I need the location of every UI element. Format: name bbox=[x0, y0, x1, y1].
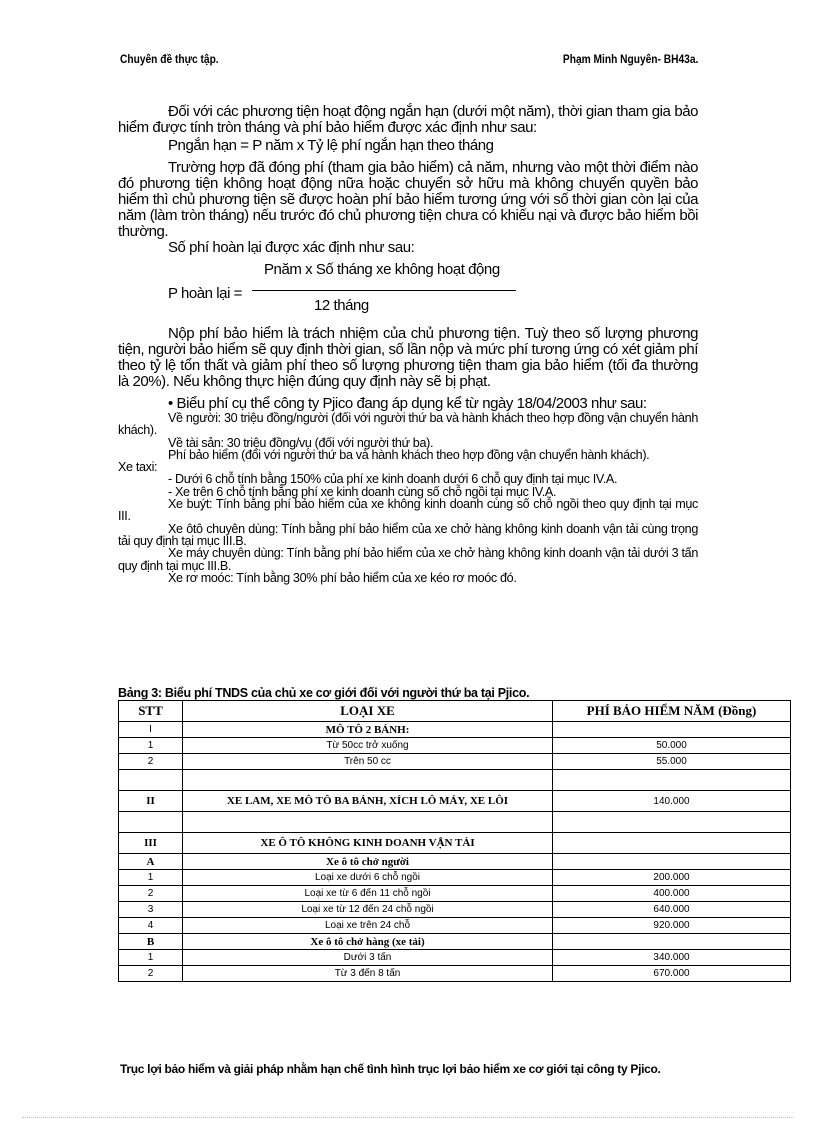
paragraph-refund: Trường hợp đã đóng phí (tham gia bảo hiểm) cả năm, nhưng vào một thời điểm nào đó phương tiện không hoạt động nữa hoặc chuyển sở hữu mà không chuyển quyền bảo hiểm thì chủ phương tiện sẽ được hoàn phí bảo hiểm tương ứng với số thời gian còn lại của năm (làm tròn tháng) nếu trước đó chủ phương tiện chưa có khiếu nại và được bảo hiểm bồi thường. bbox=[118, 159, 698, 240]
row-type: Trên 50 cc bbox=[183, 754, 553, 770]
row-type: Dưới 3 tấn bbox=[183, 950, 553, 966]
row-stt: 1 bbox=[119, 950, 183, 966]
row-stt: I bbox=[119, 722, 183, 738]
row-type: Từ 50cc trở xuống bbox=[183, 738, 553, 754]
table-row bbox=[119, 722, 791, 738]
header-premium: PHÍ BẢO HIỂM NĂM (Đồng) bbox=[553, 701, 791, 722]
row-premium: 670.000 bbox=[553, 966, 791, 982]
row-stt: A bbox=[119, 854, 183, 870]
row-premium bbox=[553, 722, 791, 738]
row-stt: B bbox=[119, 934, 183, 950]
row-stt: II bbox=[119, 791, 183, 812]
paragraph-short-term: Đối với các phương tiện hoạt động ngắn hạn (dưới một năm), thời gian tham gia bảo hiểm được tính tròn tháng và phí bảo hiểm được xác định như sau: bbox=[118, 103, 698, 136]
special-machine-rule: Xe máy chuyên dùng: Tính bằng phí bảo hiểm của xe chở hàng không kinh doanh vận tải dưới 3 tấn quy định tại mục III.B. bbox=[118, 546, 698, 573]
table-row bbox=[119, 833, 791, 854]
table-row bbox=[119, 918, 791, 934]
row-stt: 2 bbox=[119, 886, 183, 902]
row-premium: 920.000 bbox=[553, 918, 791, 934]
formula-denominator: 12 tháng bbox=[314, 297, 369, 314]
table-header-row bbox=[119, 701, 791, 722]
formula-label: P hoàn lại = bbox=[168, 285, 242, 302]
row-type: Từ 3 đến 8 tấn bbox=[183, 966, 553, 982]
table-row bbox=[119, 738, 791, 754]
page-footer: Trục lợi bảo hiểm và giải pháp nhằm hạn chế tình hình trục lợi bảo hiểm xe cơ giới tại công ty Pjico. bbox=[120, 1062, 661, 1076]
row-premium: 400.000 bbox=[553, 886, 791, 902]
fraction-line bbox=[252, 290, 516, 291]
table-row bbox=[119, 886, 791, 902]
table-row-empty bbox=[119, 812, 791, 833]
taxi-heading: Xe taxi: bbox=[118, 460, 158, 475]
row-premium: 55.000 bbox=[553, 754, 791, 770]
row-type: XE LAM, XE MÔ TÔ BA BÁNH, XÍCH LÔ MÁY, XE LÔI bbox=[183, 791, 553, 812]
body-text bbox=[118, 104, 698, 584]
bullet-icon: • bbox=[168, 395, 177, 412]
header-vehicle-type: LOẠI XE bbox=[183, 701, 553, 722]
row-type: Loại xe trên 24 chỗ bbox=[183, 918, 553, 934]
row-premium: 200.000 bbox=[553, 870, 791, 886]
bullet-tariff bbox=[118, 396, 698, 412]
formula-numerator: Pnăm x Số tháng xe không hoạt động bbox=[264, 261, 500, 278]
table-row bbox=[119, 934, 791, 950]
header-right: Phạm Minh Nguyên- BH43a. bbox=[562, 52, 698, 66]
table-row bbox=[119, 791, 791, 812]
row-type: Xe ô tô chở người bbox=[183, 854, 553, 870]
limit-property: Về tài sản: 30 triệu đồng/vụ (đối với người thứ ba). bbox=[168, 435, 434, 450]
table-row bbox=[119, 950, 791, 966]
premium-note: Phí bảo hiểm (đối với người thứ ba và hành khách theo hợp đồng vận chuyển hành khách). bbox=[168, 447, 650, 462]
row-type: Xe ô tô chở hàng (xe tải) bbox=[183, 934, 553, 950]
row-premium: 50.000 bbox=[553, 738, 791, 754]
table-row bbox=[119, 902, 791, 918]
row-type: Loại xe từ 6 đến 11 chỗ ngồi bbox=[183, 886, 553, 902]
header-left: Chuyên đề thực tập. bbox=[120, 52, 219, 66]
row-stt: 3 bbox=[119, 902, 183, 918]
taxi-under-6: - Dưới 6 chỗ tính bằng 150% của phí xe kinh doanh dưới 6 chỗ quy định tại mục IV.A. bbox=[168, 472, 618, 487]
table-row bbox=[119, 966, 791, 982]
taxi-over-6: - Xe trên 6 chỗ tính bằng phí xe kinh doanh cùng số chỗ ngồi tại mục IV.A. bbox=[168, 484, 557, 499]
row-stt: 2 bbox=[119, 966, 183, 982]
bus-rule: Xe buýt: Tính bằng phí bảo hiểm của xe không kinh doanh cùng số chỗ ngồi theo quy định tại mục III. bbox=[118, 497, 698, 524]
trailer-rule: Xe rơ moóc: Tính bằng 30% phí bảo hiểm của xe kéo rơ moóc đó. bbox=[168, 570, 517, 585]
row-type: Loại xe từ 12 đến 24 chỗ ngồi bbox=[183, 902, 553, 918]
row-type: MÔ TÔ 2 BÁNH: bbox=[183, 722, 553, 738]
paragraph-refund-calc: Số phí hoàn lại được xác định như sau: bbox=[168, 239, 415, 256]
table-row-empty bbox=[119, 770, 791, 791]
row-premium: 640.000 bbox=[553, 902, 791, 918]
row-type: XE Ô TÔ KHÔNG KINH DOANH VẬN TẢI bbox=[183, 833, 553, 854]
row-type: Loại xe dưới 6 chỗ ngồi bbox=[183, 870, 553, 886]
page-bottom-divider bbox=[22, 1117, 794, 1118]
row-premium bbox=[553, 934, 791, 950]
refund-formula bbox=[118, 262, 698, 320]
limit-person: Về người: 30 triệu đồng/người (đối với người thứ ba và hành khách theo hợp đồng vận chuyển hành khách). bbox=[118, 411, 698, 438]
row-stt: 2 bbox=[119, 754, 183, 770]
row-stt: III bbox=[119, 833, 183, 854]
tariff-table bbox=[118, 700, 791, 982]
row-premium: 140.000 bbox=[553, 791, 791, 812]
formula-short-term: Pngắn hạn = P năm x Tỷ lệ phí ngắn hạn theo tháng bbox=[168, 137, 494, 154]
bullet-text: Biểu phí cụ thể công ty Pjico đang áp dụng kể từ ngày 18/04/2003 như sau: bbox=[176, 395, 647, 412]
table-row bbox=[119, 754, 791, 770]
row-premium bbox=[553, 833, 791, 854]
row-stt: 1 bbox=[119, 870, 183, 886]
table-caption: Bảng 3: Biểu phí TNDS của chủ xe cơ giới đối với người thứ ba tại Pjico. bbox=[118, 686, 530, 700]
row-premium bbox=[553, 854, 791, 870]
special-car-rule: Xe ôtô chuyên dùng: Tính bằng phí bảo hiểm của xe chở hàng không kinh doanh vận tải cùng trọng tải quy định tại mục III.B. bbox=[118, 521, 698, 548]
table-row bbox=[119, 854, 791, 870]
row-stt: 1 bbox=[119, 738, 183, 754]
table-row bbox=[119, 870, 791, 886]
row-premium: 340.000 bbox=[553, 950, 791, 966]
header-stt: STT bbox=[119, 701, 183, 722]
row-stt: 4 bbox=[119, 918, 183, 934]
paragraph-payment: Nộp phí bảo hiểm là trách nhiệm của chủ phương tiện. Tuỳ theo số lượng phương tiện, người bảo hiểm sẽ quy định thời gian, số lần nộp và mức phí tương ứng có xét giảm phí theo tỷ lệ tổn thất và giảm phí theo số lượng phương tiện tham gia bảo hiểm (tối đa thường là 20%). Nếu không thực hiện đúng quy định này sẽ bị phạt. bbox=[118, 325, 698, 390]
